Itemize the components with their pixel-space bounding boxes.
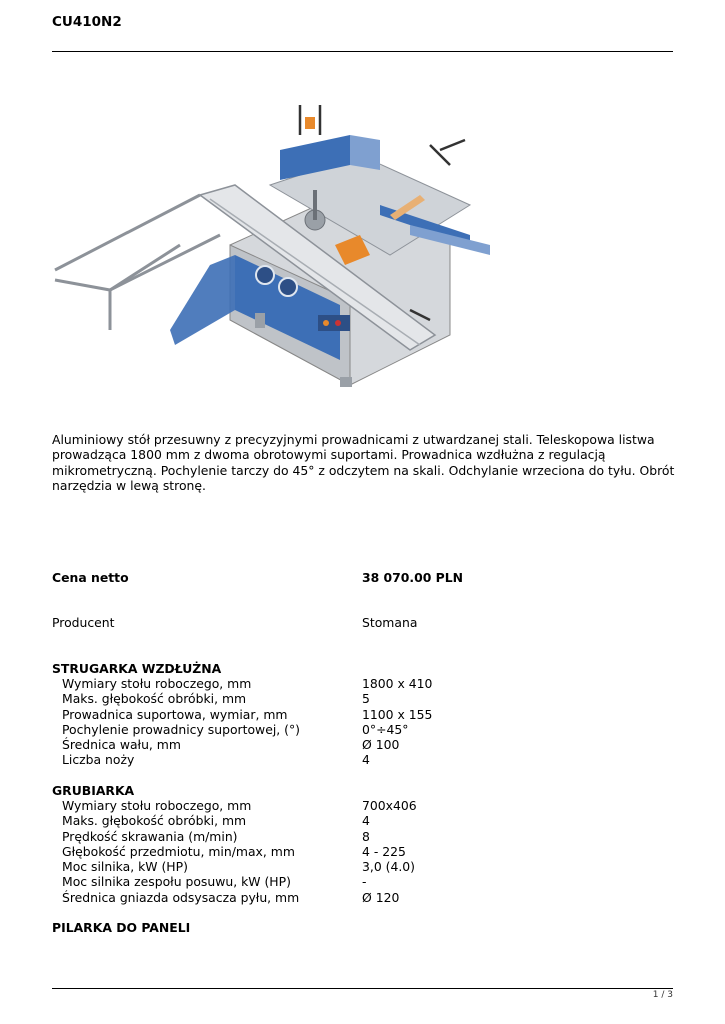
spec-label: Prowadnica suportowa, wymiar, mm: [62, 707, 288, 722]
spec-value: 1800 x 410: [362, 676, 433, 691]
spec-label: Maks. głębokość obróbki, mm: [62, 691, 247, 706]
spec-value: 4: [362, 752, 370, 767]
spec-value: 4 - 225: [362, 844, 406, 859]
price-value: 38 070.00 PLN: [362, 570, 464, 585]
spec-row: [52, 752, 370, 767]
spec-value: 8: [362, 829, 370, 844]
spec-value: 5: [362, 691, 370, 706]
spec-label: Głębokość przedmiotu, min/max, mm: [62, 844, 295, 859]
spec-row: [52, 798, 417, 813]
spec-value: 3,0 (4.0): [362, 859, 416, 874]
spec-label: Maks. głębokość obróbki, mm: [62, 813, 247, 828]
product-description: Aluminiowy stół przesuwny z precyzyjnymi prowadnicami z utwardzanej stali. Teleskopowa listwa prowadząca 1800 mm z dwoma obrotowymi suportami. Prowadnica wzdłużna z regulacją mikrometryczną. Pochylenie tarczy do 45° z odczytem na skali. Odchylanie wrzeciona do tyłu. Obrót narzędzia w lewą stronę.: [52, 432, 675, 493]
spec-label: Pochylenie prowadnicy suportowej, (°): [62, 722, 300, 737]
document-title: CU410N2: [52, 14, 122, 30]
producer-row: [52, 615, 418, 630]
spec-label: Wymiary stołu roboczego, mm: [62, 798, 252, 813]
section-title: GRUBIARKA: [52, 783, 135, 798]
spec-value: 1100 x 155: [362, 707, 433, 722]
spec-value: Ø 120: [362, 890, 400, 905]
spec-label: Liczba noży: [62, 752, 135, 767]
spec-label: Moc silnika, kW (HP): [62, 859, 188, 874]
spec-row: [52, 874, 367, 889]
spec-row: [52, 737, 400, 752]
spec-label: Średnica gniazda odsysacza pyłu, mm: [62, 890, 300, 905]
spec-label: Prędkość skrawania (m/min): [62, 829, 238, 844]
spec-value: 700x406: [362, 798, 417, 813]
page-number: 1 / 3: [652, 990, 673, 1000]
spec-row: [52, 676, 433, 691]
spec-value: Ø 100: [362, 737, 400, 752]
spec-row: [52, 844, 406, 859]
footer-rule: [52, 988, 673, 989]
price-label: Cena netto: [52, 570, 129, 585]
spec-value: -: [362, 874, 367, 889]
section-title: STRUGARKA WZDŁUŻNA: [52, 661, 222, 676]
spec-label: Wymiary stołu roboczego, mm: [62, 676, 252, 691]
spec-row: [52, 859, 416, 874]
spec-row: [52, 722, 409, 737]
spec-row: [52, 813, 370, 828]
spec-row: [52, 890, 400, 905]
price-row: [52, 570, 464, 585]
spec-value: 0°÷45°: [362, 722, 409, 737]
producer-label: Producent: [52, 615, 115, 630]
spec-row: [52, 707, 433, 722]
machine-image: [50, 95, 505, 390]
spec-label: Średnica wału, mm: [62, 737, 181, 752]
section-title: PILARKA DO PANELI: [52, 920, 191, 935]
spec-value: 4: [362, 813, 370, 828]
producer-value: Stomana: [362, 615, 418, 630]
header-rule: [52, 51, 673, 52]
spec-label: Moc silnika zespołu posuwu, kW (HP): [62, 874, 291, 889]
spec-row: [52, 829, 370, 844]
spec-row: [52, 691, 370, 706]
